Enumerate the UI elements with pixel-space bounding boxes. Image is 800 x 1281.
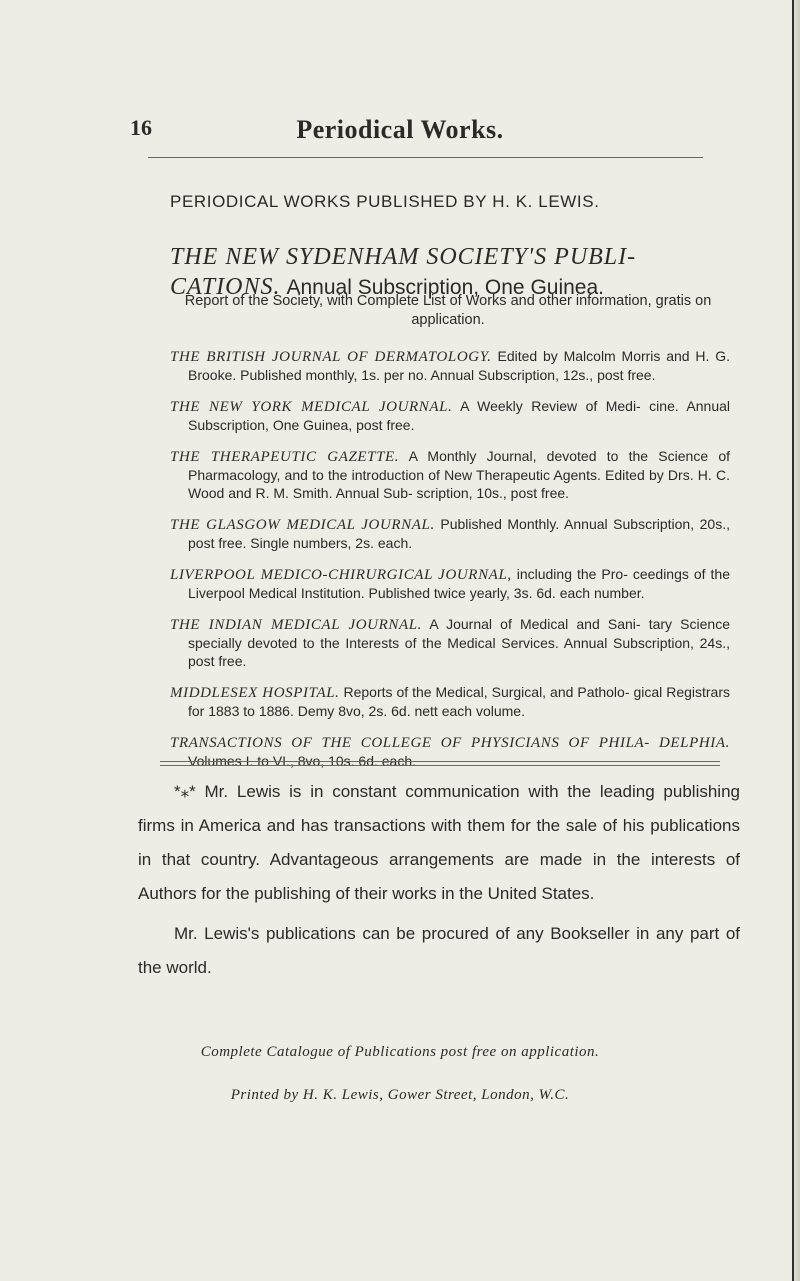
printer-imprint: Printed by H. K. Lewis, Gower Street, London, W.C. [230,1087,570,1103]
section-heading: PERIODICAL WORKS PUBLISHED BY H. K. LEWIS. [170,192,600,211]
header-rule [148,157,703,158]
entry-british-dermatology [170,347,730,384]
note-paragraph-america: *⁎* Mr. Lewis is in constant communication with the leading publishing firms in America and has transactions with them for the sale of his publications in that country. Advantageous arrangements are made in the interests of Authors for the publishing of their works in the United States. [138,782,740,903]
entry-new-york-medical [170,397,730,434]
entry-text: Volumes I. to VI., 8vo, 10s. 6d. each. [188,753,417,769]
entry-liverpool-medico-chirurgical [170,565,730,602]
entry-therapeutic-gazette [170,447,730,502]
entry-text: A Monthly Journal, devoted to the Science of Pharmacology, and to the introduction of New Therapeutic Agents. Edited by Drs. H. C. Wood and R. M. Smith. Annual Sub- scription, 10s., post free. [188,448,731,501]
entry-text: including the Pro- ceedings of the Liverpool Medical Institution. Published twice yearly, 3s. 6d. each number. [188,566,730,601]
lewis-note [138,775,740,991]
entry-title: THE GLASGOW MEDICAL JOURNAL. [170,517,435,533]
entry-text: Edited by Malcolm Morris and H. G. Brooke. Published monthly, 1s. per no. Annual Subscription, 12s., post free. [188,348,731,383]
entry-title: THE INDIAN MEDICAL JOURNAL. [170,617,423,633]
entry-indian-medical [170,615,730,670]
entry-middlesex-hospital [170,683,730,720]
entry-title: THE NEW YORK MEDICAL JOURNAL. [170,399,453,415]
entry-title: LIVERPOOL MEDICO-CHIRURGICAL JOURNAL, [170,567,512,583]
entry-glasgow-medical [170,515,730,552]
entry-text: A Journal of Medical and Sani- tary Science specially devoted to the Interests of the Medical Services. Annual Subscription, 24s., post free. [188,616,730,669]
entry-text: Reports of the Medical, Surgical, and Patholo- gical Registrars for 1883 to 1886. Demy 8vo, 2s. 6d. nett each volume. [188,684,730,719]
entry-text: Published Monthly. Annual Subscription, 20s., post free. Single numbers, 2s. each. [188,516,730,551]
note-paragraph-booksellers: Mr. Lewis's publications can be procured of any Bookseller in any part of the world. [138,924,740,977]
page-number: 16 [130,115,152,140]
entry-title: THE THERAPEUTIC GAZETTE. [170,449,400,465]
entry-title: MIDDLESEX HOSPITAL. [170,685,340,701]
entry-title: THE BRITISH JOURNAL OF DERMATOLOGY. [170,349,492,365]
entry-text: A Weekly Review of Medi- cine. Annual Subscription, One Guinea, post free. [188,398,731,433]
sydenham-subscription: Annual Subscription, One Guinea. [286,276,605,299]
double-rule [160,761,720,766]
catalogue-line: Complete Catalogue of Publications post free on application. [200,1044,600,1060]
sydenham-title: THE NEW SYDENHAM SOCIETY'S PUBLI- CATIONS. [170,244,637,300]
running-head: Periodical Works. [296,115,504,144]
entry-list [170,347,730,783]
entry-title: TRANSACTIONS OF THE COLLEGE OF PHYSICIANS OF PHILA- DELPHIA. [170,735,730,751]
report-line: Report of the Society, with Complete List of Works and other information, gratis on application. [184,293,712,328]
